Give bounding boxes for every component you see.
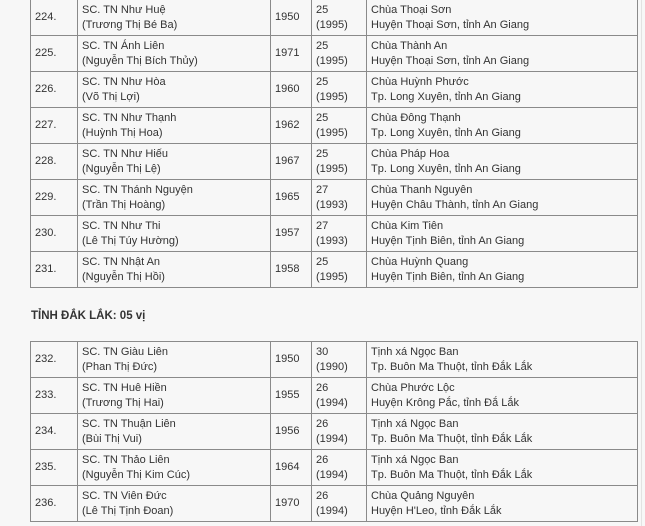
age-cell bbox=[312, 0, 367, 36]
age-note: (1995) bbox=[316, 126, 348, 139]
age-note: (1994) bbox=[316, 504, 348, 517]
dharma-name: SC. TN Giàu Liên bbox=[82, 345, 169, 358]
age-cell bbox=[312, 414, 367, 450]
table-row bbox=[31, 216, 638, 252]
table-row bbox=[31, 72, 638, 108]
age-note: (1995) bbox=[316, 54, 348, 67]
dharma-name: SC. TN Ánh Liên bbox=[82, 39, 165, 52]
age-cell bbox=[312, 252, 367, 288]
age-value: 26 bbox=[316, 453, 329, 466]
temple-address: Tp. Buôn Ma Thuột, tỉnh Đắk Lắk bbox=[371, 360, 533, 373]
age-cell bbox=[312, 72, 367, 108]
place-cell bbox=[367, 342, 638, 378]
place-cell bbox=[367, 252, 638, 288]
temple-name: Tịnh xá Ngọc Ban bbox=[371, 453, 459, 466]
row-index-cell bbox=[31, 0, 78, 36]
row-index: 226. bbox=[35, 83, 57, 95]
age-cell bbox=[312, 36, 367, 72]
birth-year: 1971 bbox=[275, 47, 300, 59]
temple-name: Chùa Quảng Nguyên bbox=[371, 489, 475, 502]
birth-year-cell bbox=[271, 414, 312, 450]
age-value: 25 bbox=[316, 39, 329, 52]
dharma-name: SC. TN Nhật An bbox=[82, 255, 161, 268]
birth-year-cell bbox=[271, 36, 312, 72]
age-cell bbox=[312, 486, 367, 522]
place-cell bbox=[367, 108, 638, 144]
birth-year-cell bbox=[271, 72, 312, 108]
name-cell bbox=[78, 378, 271, 414]
birth-year: 1950 bbox=[275, 353, 300, 365]
place-cell bbox=[367, 486, 638, 522]
dharma-name: SC. TN Như Huệ bbox=[82, 3, 166, 16]
birth-year-cell bbox=[271, 216, 312, 252]
dharma-name: SC. TN Viên Đức bbox=[82, 489, 167, 502]
an-giang-table-body bbox=[31, 0, 638, 288]
row-index: 229. bbox=[35, 191, 57, 203]
place-cell bbox=[367, 378, 638, 414]
table-row bbox=[31, 450, 638, 486]
birth-name: (Nguyễn Thị Hồi) bbox=[82, 270, 165, 283]
temple-address: Huyện Tịnh Biên, tỉnh An Giang bbox=[371, 234, 525, 247]
temple-address: Tp. Long Xuyên, tỉnh An Giang bbox=[371, 126, 521, 139]
place-cell bbox=[367, 36, 638, 72]
place-cell bbox=[367, 72, 638, 108]
birth-year: 1956 bbox=[275, 425, 300, 437]
age-value: 26 bbox=[316, 417, 329, 430]
row-index: 230. bbox=[35, 227, 57, 239]
temple-name: Chùa Thành An bbox=[371, 39, 448, 52]
age-value: 25 bbox=[316, 3, 329, 16]
temple-address: Huyện Tịnh Biên, tỉnh An Giang bbox=[371, 270, 525, 283]
dharma-name: SC. TN Huê Hiền bbox=[82, 381, 167, 394]
age-value: 26 bbox=[316, 489, 329, 502]
place-cell bbox=[367, 144, 638, 180]
temple-name: Chùa Pháp Hoa bbox=[371, 147, 450, 160]
age-cell bbox=[312, 378, 367, 414]
section-title-dak-lak: TỈNH ĐẮK LẮK: 05 vị bbox=[31, 310, 146, 322]
birth-year: 1962 bbox=[275, 119, 300, 131]
row-index-cell bbox=[31, 252, 78, 288]
row-index-cell bbox=[31, 486, 78, 522]
age-cell bbox=[312, 180, 367, 216]
an-giang-roster-table bbox=[30, 0, 638, 288]
table-row bbox=[31, 414, 638, 450]
place-cell bbox=[367, 216, 638, 252]
age-value: 25 bbox=[316, 255, 329, 268]
birth-name: (Nguyễn Thị Lệ) bbox=[82, 162, 161, 175]
birth-year: 1955 bbox=[275, 389, 300, 401]
row-index: 224. bbox=[35, 11, 57, 23]
age-note: (1995) bbox=[316, 162, 348, 175]
name-cell bbox=[78, 180, 271, 216]
temple-address: Tp. Buôn Ma Thuột, tỉnh Đắk Lắk bbox=[371, 468, 533, 481]
dharma-name: SC. TN Như Hòa bbox=[82, 75, 166, 88]
table-row bbox=[31, 180, 638, 216]
temple-address: Huyện Krông Pắc, tỉnh Đắ Lắk bbox=[371, 396, 519, 409]
age-cell bbox=[312, 144, 367, 180]
temple-address: Tp. Buôn Ma Thuột, tỉnh Đắk Lắk bbox=[371, 432, 533, 445]
age-value: 25 bbox=[316, 111, 329, 124]
row-index: 231. bbox=[35, 263, 57, 275]
age-value: 30 bbox=[316, 345, 329, 358]
dharma-name: SC. TN Như Thạnh bbox=[82, 111, 177, 124]
birth-name: (Trương Thị Hai) bbox=[82, 396, 164, 409]
birth-year: 1964 bbox=[275, 461, 300, 473]
place-cell bbox=[367, 414, 638, 450]
dak-lak-roster-table bbox=[30, 341, 638, 522]
row-index-cell bbox=[31, 72, 78, 108]
birth-year: 1950 bbox=[275, 11, 300, 23]
age-note: (1993) bbox=[316, 198, 348, 211]
table-row bbox=[31, 0, 638, 36]
age-value: 27 bbox=[316, 219, 329, 232]
birth-year-cell bbox=[271, 108, 312, 144]
age-note: (1993) bbox=[316, 234, 348, 247]
birth-name: (Huỳnh Thị Hoa) bbox=[82, 126, 163, 139]
birth-year-cell bbox=[271, 486, 312, 522]
age-cell bbox=[312, 342, 367, 378]
row-index-cell bbox=[31, 414, 78, 450]
row-index: 233. bbox=[35, 389, 57, 401]
row-index: 236. bbox=[35, 497, 57, 509]
temple-address: Huyện Thoại Sơn, tỉnh An Giang bbox=[371, 18, 530, 31]
row-index-cell bbox=[31, 180, 78, 216]
name-cell bbox=[78, 0, 271, 36]
row-index: 232. bbox=[35, 353, 57, 365]
table-row bbox=[31, 378, 638, 414]
name-cell bbox=[78, 414, 271, 450]
table-row bbox=[31, 144, 638, 180]
birth-name: (Lê Thị Tịnh Đoan) bbox=[82, 504, 174, 517]
table-row bbox=[31, 486, 638, 522]
age-note: (1995) bbox=[316, 90, 348, 103]
age-note: (1995) bbox=[316, 18, 348, 31]
dharma-name: SC. TN Như Thi bbox=[82, 219, 161, 232]
age-value: 26 bbox=[316, 381, 329, 394]
page-edge-divider bbox=[641, 0, 642, 526]
birth-year-cell bbox=[271, 378, 312, 414]
temple-name: Chùa Thoại Sơn bbox=[371, 3, 452, 16]
temple-name: Chùa Đông Thạnh bbox=[371, 111, 461, 124]
age-value: 25 bbox=[316, 147, 329, 160]
row-index-cell bbox=[31, 216, 78, 252]
age-value: 25 bbox=[316, 75, 329, 88]
temple-address: Huyện H'Leo, tỉnh Đắk Lắk bbox=[371, 504, 502, 517]
row-index-cell bbox=[31, 36, 78, 72]
birth-year-cell bbox=[271, 252, 312, 288]
name-cell bbox=[78, 486, 271, 522]
birth-name: (Bùi Thị Vui) bbox=[82, 432, 142, 445]
birth-name: (Trương Thị Bé Ba) bbox=[82, 18, 178, 31]
birth-year: 1965 bbox=[275, 191, 300, 203]
birth-year: 1967 bbox=[275, 155, 300, 167]
birth-name: (Lê Thị Túy Hường) bbox=[82, 234, 179, 247]
row-index: 228. bbox=[35, 155, 57, 167]
temple-name: Chùa Thanh Nguyên bbox=[371, 183, 473, 196]
table-row bbox=[31, 342, 638, 378]
age-cell bbox=[312, 450, 367, 486]
place-cell bbox=[367, 0, 638, 36]
place-cell bbox=[367, 450, 638, 486]
birth-year-cell bbox=[271, 0, 312, 36]
row-index-cell bbox=[31, 378, 78, 414]
temple-name: Tịnh xá Ngọc Ban bbox=[371, 345, 459, 358]
temple-name: Chùa Huỳnh Quang bbox=[371, 255, 469, 268]
dharma-name: SC. TN Thuận Liên bbox=[82, 417, 176, 430]
dharma-name: SC. TN Thảo Liên bbox=[82, 453, 170, 466]
birth-name: (Nguyễn Thị Kim Cúc) bbox=[82, 468, 190, 481]
name-cell bbox=[78, 342, 271, 378]
age-note: (1995) bbox=[316, 270, 348, 283]
temple-name: Tịnh xá Ngọc Ban bbox=[371, 417, 459, 430]
age-cell bbox=[312, 216, 367, 252]
name-cell bbox=[78, 216, 271, 252]
table-row bbox=[31, 108, 638, 144]
name-cell bbox=[78, 36, 271, 72]
birth-year-cell bbox=[271, 342, 312, 378]
name-cell bbox=[78, 144, 271, 180]
row-index: 225. bbox=[35, 47, 57, 59]
place-cell bbox=[367, 180, 638, 216]
temple-address: Huyện Châu Thành, tỉnh An Giang bbox=[371, 198, 539, 211]
name-cell bbox=[78, 450, 271, 486]
birth-name: (Võ Thị Lợi) bbox=[82, 90, 140, 103]
temple-name: Chùa Phước Lộc bbox=[371, 381, 455, 394]
row-index-cell bbox=[31, 450, 78, 486]
table-row bbox=[31, 252, 638, 288]
row-index: 235. bbox=[35, 461, 57, 473]
age-value: 27 bbox=[316, 183, 329, 196]
row-index-cell bbox=[31, 342, 78, 378]
birth-year: 1970 bbox=[275, 497, 300, 509]
temple-address: Tp. Long Xuyên, tỉnh An Giang bbox=[371, 90, 521, 103]
name-cell bbox=[78, 108, 271, 144]
age-note: (1994) bbox=[316, 396, 348, 409]
dak-lak-table-body bbox=[31, 342, 638, 522]
birth-name: (Nguyễn Thị Bích Thủy) bbox=[82, 54, 198, 67]
dharma-name: SC. TN Thánh Nguyện bbox=[82, 183, 193, 196]
row-index-cell bbox=[31, 108, 78, 144]
row-index: 227. bbox=[35, 119, 57, 131]
birth-year: 1960 bbox=[275, 83, 300, 95]
temple-address: Tp. Long Xuyên, tỉnh An Giang bbox=[371, 162, 521, 175]
name-cell bbox=[78, 252, 271, 288]
temple-name: Chùa Kim Tiên bbox=[371, 219, 444, 232]
row-index: 234. bbox=[35, 425, 57, 437]
birth-year-cell bbox=[271, 144, 312, 180]
table-row bbox=[31, 36, 638, 72]
temple-address: Huyện Thoại Sơn, tỉnh An Giang bbox=[371, 54, 530, 67]
age-cell bbox=[312, 108, 367, 144]
birth-year: 1958 bbox=[275, 263, 300, 275]
age-note: (1990) bbox=[316, 360, 348, 373]
dharma-name: SC. TN Như Hiếu bbox=[82, 147, 169, 160]
name-cell bbox=[78, 72, 271, 108]
birth-name: (Phan Thị Đức) bbox=[82, 360, 158, 373]
birth-year-cell bbox=[271, 180, 312, 216]
age-note: (1994) bbox=[316, 432, 348, 445]
temple-name: Chùa Huỳnh Phước bbox=[371, 75, 469, 88]
row-index-cell bbox=[31, 144, 78, 180]
birth-year-cell bbox=[271, 450, 312, 486]
birth-name: (Trần Thị Hoàng) bbox=[82, 198, 166, 211]
age-note: (1994) bbox=[316, 468, 348, 481]
birth-year: 1957 bbox=[275, 227, 300, 239]
